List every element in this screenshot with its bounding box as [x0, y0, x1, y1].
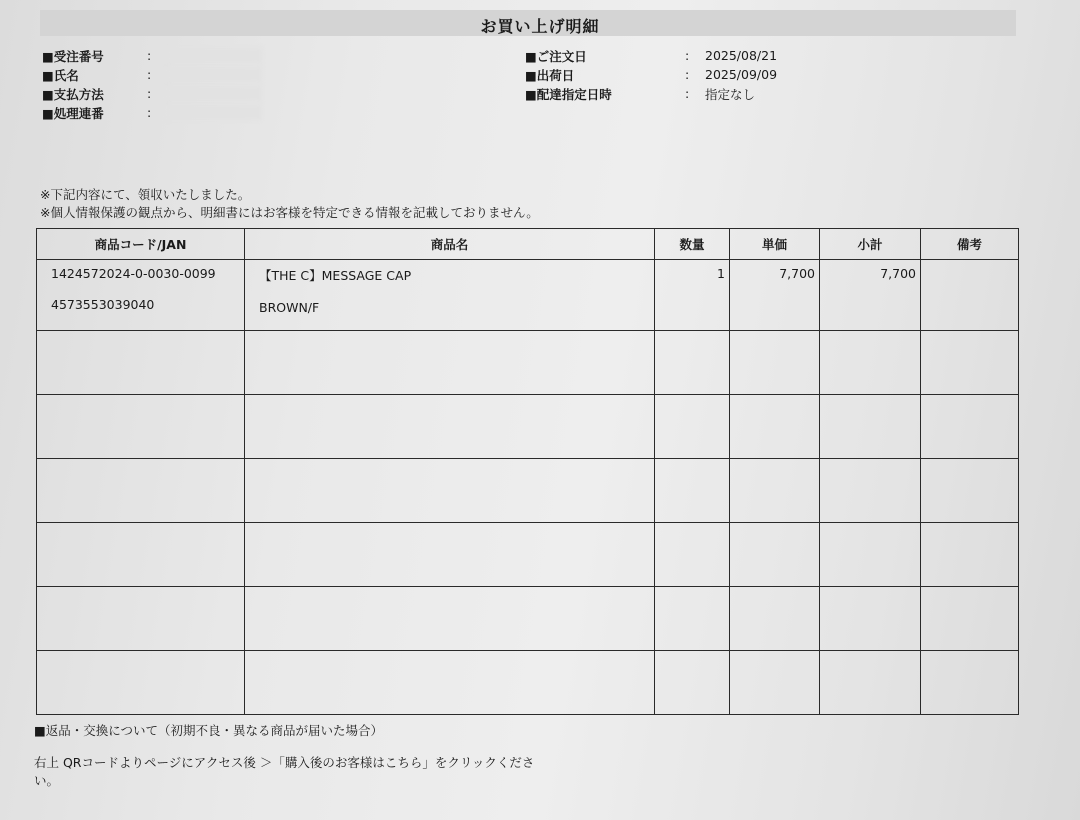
order-info-left: [42, 46, 262, 122]
process-number-row: [42, 103, 262, 122]
document-title: お買い上げ明細: [480, 17, 600, 36]
header-product-code: 商品コード/JAN: [37, 229, 245, 260]
delivery-time-label: ■配達指定日時: [525, 86, 612, 102]
returns-instruction-line1: 右上 QRコードよりページにアクセス後 ＞「購入後のお客様はこちら」をクリックくださ: [34, 755, 535, 770]
product-code: 1424572024-0-0030-0099: [51, 266, 216, 281]
redacted-value: [167, 67, 262, 82]
ship-date-label: ■出荷日: [525, 67, 575, 83]
subtotal-cell: 7,700: [820, 260, 921, 331]
product-name-cell: [245, 260, 655, 331]
customer-name-row: [42, 65, 262, 84]
header-product-name: 商品名: [245, 229, 655, 260]
order-date-row: [525, 46, 777, 65]
order-info-right: [525, 46, 777, 103]
remarks-cell: [921, 260, 1019, 331]
table-row: [37, 260, 1019, 331]
process-number-label: ■処理連番: [42, 105, 104, 121]
delivery-time-row: [525, 84, 777, 103]
table-row: [37, 651, 1019, 715]
product-name: 【THE C】MESSAGE CAP: [259, 268, 412, 283]
order-date-label: ■ご注文日: [525, 48, 587, 64]
redacted-value: [167, 86, 262, 101]
table-row: [37, 523, 1019, 587]
colon: :: [685, 86, 690, 101]
order-number-row: [42, 46, 262, 65]
jan-code: 4573553039040: [51, 297, 155, 312]
table-row: [37, 459, 1019, 523]
returns-heading: ■返品・交換について（初期不良・異なる商品が届いた場合）: [34, 723, 384, 738]
table-row: [37, 395, 1019, 459]
header-remarks: 備考: [921, 229, 1019, 260]
colon: :: [685, 67, 690, 82]
header-subtotal: 小計: [820, 229, 921, 260]
order-number-label: ■受注番号: [42, 48, 104, 64]
note-received: ※下記内容にて、領収いたしました。: [40, 187, 251, 202]
returns-instruction-line2: い。: [34, 773, 60, 788]
header-unit-price: 単価: [730, 229, 820, 260]
header-quantity: 数量: [655, 229, 730, 260]
colon: :: [147, 86, 152, 101]
quantity-cell: 1: [655, 260, 730, 331]
colon: :: [685, 48, 690, 63]
unit-price-cell: 7,700: [730, 260, 820, 331]
payment-method-row: [42, 84, 262, 103]
colon: :: [147, 67, 152, 82]
colon: :: [147, 105, 152, 120]
table-row: [37, 587, 1019, 651]
redacted-value: [167, 48, 262, 63]
ship-date-value: 2025/09/09: [705, 67, 778, 82]
returns-section: [34, 722, 534, 790]
table-header-row: [37, 229, 1019, 260]
redacted-value: [167, 105, 262, 120]
order-date-value: 2025/08/21: [705, 48, 778, 63]
product-code-cell: [37, 260, 245, 331]
delivery-time-value: 指定なし: [705, 86, 756, 102]
colon: :: [147, 48, 152, 63]
receipt-notes: [40, 186, 539, 222]
note-privacy: ※個人情報保護の観点から、明細書にはお客様を特定できる情報を記載しておりません。: [40, 205, 539, 220]
customer-name-label: ■氏名: [42, 67, 79, 83]
payment-method-label: ■支払方法: [42, 86, 104, 102]
table-row: [37, 331, 1019, 395]
items-table: [36, 228, 1019, 715]
ship-date-row: [525, 65, 777, 84]
product-variant: BROWN/F: [259, 300, 320, 315]
